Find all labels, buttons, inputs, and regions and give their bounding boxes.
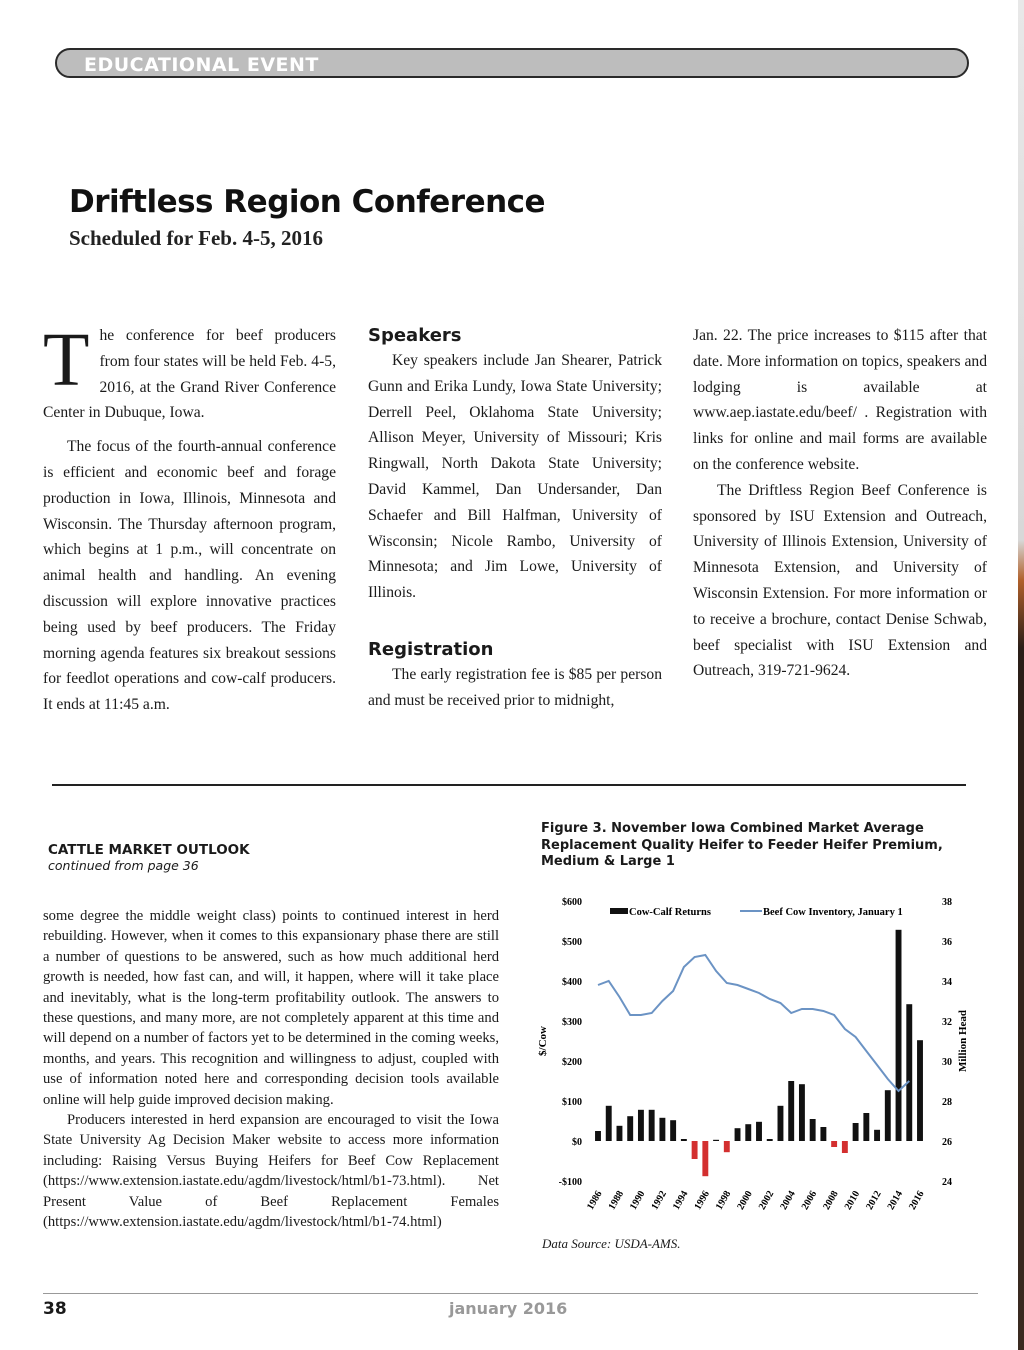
bar-1996 xyxy=(702,1141,708,1176)
outlook-header xyxy=(48,842,250,873)
x-tick-label: 1994 xyxy=(670,1189,691,1212)
figure-caption: Figure 3. November Iowa Combined Market Average Replacement Quality Heifer to Feeder Heifer Premium, Medium & Large 1 xyxy=(541,821,943,869)
bar-2008 xyxy=(831,1141,837,1147)
bar-2000 xyxy=(745,1124,751,1141)
y-tick-label: $600 xyxy=(562,897,582,908)
article-title: Driftless Region Conference xyxy=(69,184,546,220)
speakers-heading: Speakers xyxy=(368,325,462,346)
article-column-3 xyxy=(693,323,987,684)
outlook-continued: continued from page 36 xyxy=(48,858,199,873)
cattle-chart xyxy=(530,885,970,1240)
dropcap: T xyxy=(43,318,90,402)
x-tick-label: 1992 xyxy=(649,1189,669,1212)
y2-tick-label: 34 xyxy=(942,977,952,988)
bar-2010 xyxy=(853,1123,859,1141)
x-tick-label: 2004 xyxy=(778,1189,798,1212)
bar-2012 xyxy=(874,1130,880,1141)
bar-1986 xyxy=(595,1131,601,1141)
sponsor-paragraph: The Driftless Region Beef Conference is sponsored by ISU Extension and Outreach, University of Illinois Extension, University of Minnesota Extension, and University of Wisconsin Extension. For more information or to receive a brochure, contact Denise Schwab, beef specialist with ISU Extension and Outreach, 319-721-9624. xyxy=(693,481,987,680)
x-tick-label: 2000 xyxy=(735,1189,755,1212)
bar-2015 xyxy=(906,1004,912,1141)
section-banner xyxy=(55,48,969,78)
bar-1999 xyxy=(735,1128,741,1141)
outlook-paragraph-1: some degree the middle weight class) points to continued interest in herd rebuilding. However, when it comes to this expansionary phase there are still a number of questions to be answered, such as how much additional herd growth is needed, how fast can, and will, it happen, where will it take place and inevitably, what is the long-term profitability outlook. The answers to these questions, and many more, are not completely apparent at this time and will depend on a number of factors yet to be determined in the coming weeks, months, and years. This recognition and willingness to adjust, coupled with use of information noted here and corresponding decision tools available online will help guide improved decision making. xyxy=(43,908,499,1108)
y-tick-label: $100 xyxy=(562,1097,582,1108)
registration-heading: Registration xyxy=(368,638,494,660)
y2-tick-label: 24 xyxy=(942,1177,952,1188)
y-tick-label: $0 xyxy=(572,1137,582,1148)
legend-label-inventory: Beef Cow Inventory, January 1 xyxy=(763,907,903,918)
y2-tick-label: 38 xyxy=(942,897,952,908)
y2-tick-label: 32 xyxy=(942,1017,952,1028)
bar-2002 xyxy=(767,1139,773,1141)
article-column-1 xyxy=(43,318,336,718)
y-tick-label: $400 xyxy=(562,977,582,988)
bar-1992 xyxy=(659,1118,665,1141)
bar-2009 xyxy=(842,1141,848,1153)
bar-2001 xyxy=(756,1122,762,1141)
x-tick-label: 2012 xyxy=(864,1189,884,1212)
bar-2004 xyxy=(788,1081,794,1141)
bar-1989 xyxy=(627,1116,633,1141)
x-tick-label: 2008 xyxy=(821,1189,841,1212)
x-tick-label: 2016 xyxy=(907,1189,927,1212)
y2-tick-label: 28 xyxy=(942,1097,952,1108)
legend-label-returns: Cow-Calf Returns xyxy=(629,907,711,918)
x-tick-label: 2014 xyxy=(885,1189,906,1212)
registration-continued: Jan. 22. The price increases to $115 after that date. More information on topics, speakers and lodging is available at www.aep.iastate.edu/beef/ . Registration with links for online and mail forms are available on the conference website. xyxy=(693,327,987,473)
bar-2005 xyxy=(799,1084,805,1141)
bar-1987 xyxy=(606,1106,612,1141)
outlook-body xyxy=(43,906,499,1233)
article-subtitle: Scheduled for Feb. 4-5, 2016 xyxy=(69,226,323,250)
y-tick-label: -$100 xyxy=(558,1177,582,1188)
y-axis-label: $/Cow xyxy=(537,1026,549,1056)
intro-text: he conference for beef producers from four states will be held Feb. 4-5, 2016, at the Grand River Conference Center in Dubuque, Iowa. xyxy=(43,327,336,422)
bar-2016 xyxy=(917,1040,923,1141)
y2-tick-label: 36 xyxy=(942,937,952,948)
registration-paragraph: The early registration fee is $85 per person and must be received prior to midnight, xyxy=(368,665,662,709)
y-tick-label: $500 xyxy=(562,937,582,948)
bar-2006 xyxy=(810,1119,816,1141)
y2-axis-label: Million Head xyxy=(957,1009,969,1073)
bar-1988 xyxy=(617,1126,623,1141)
bar-2014 xyxy=(896,930,902,1141)
y2-tick-label: 26 xyxy=(942,1137,952,1148)
page-number: 38 xyxy=(43,1299,67,1319)
bar-2003 xyxy=(778,1106,784,1141)
x-tick-label: 2010 xyxy=(842,1189,863,1212)
bar-1997 xyxy=(713,1140,719,1141)
bar-1995 xyxy=(692,1141,698,1159)
bar-1994 xyxy=(681,1139,687,1141)
article-column-2 xyxy=(368,324,662,714)
bar-1993 xyxy=(670,1120,676,1141)
legend-swatch-returns xyxy=(610,908,628,914)
bar-2007 xyxy=(820,1127,826,1141)
footer-rule xyxy=(43,1293,978,1294)
outlook-paragraph-2: Producers interested in herd expansion are encouraged to visit the Iowa State University Ag Decision Maker website to access more information including: Raising Versus Buying Heifers for Beef Cow Replacement (https://www.extension.iastate.edu/agdm/livestock/html/b1-73.html). Net Present Value of Beef Replacement Females (https://www.extension.iastate.edu/agdm/livestock/html/b1-74.html) xyxy=(43,1112,499,1231)
x-tick-label: 1986 xyxy=(585,1189,605,1212)
outlook-heading: CATTLE MARKET OUTLOOK xyxy=(48,842,250,858)
section-divider xyxy=(52,784,966,786)
figure-source: Data Source: USDA-AMS. xyxy=(542,1236,681,1251)
x-tick-label: 2006 xyxy=(799,1189,820,1212)
x-tick-label: 1988 xyxy=(606,1189,627,1212)
banner-label: EDUCATIONAL EVENT xyxy=(84,54,319,76)
y-tick-label: $300 xyxy=(562,1017,582,1028)
bar-2013 xyxy=(885,1090,891,1141)
x-tick-label: 1998 xyxy=(713,1189,734,1212)
y2-tick-label: 30 xyxy=(942,1057,952,1068)
intro-paragraph xyxy=(43,318,336,426)
bar-2011 xyxy=(863,1113,869,1141)
bar-1998 xyxy=(724,1141,730,1152)
inventory-line xyxy=(598,955,909,1091)
bar-1990 xyxy=(638,1110,644,1141)
x-tick-label: 2002 xyxy=(756,1189,777,1212)
issue-date: january 2016 xyxy=(449,1299,568,1318)
focus-paragraph: The focus of the fourth-annual conference is efficient and economic beef and forage production in Iowa, Illinois, Minnesota and Wisconsin. The Thursday afternoon program, which begins at 1 p.m., will concentrate on animal health and handling. An evening discussion will explore innovative practices being used by beef producers. The Friday morning agenda features six breakout sessions for feedlot operations and cow-calf producers. It ends at 11:45 a.m. xyxy=(43,438,336,714)
y-tick-label: $200 xyxy=(562,1057,582,1068)
x-tick-label: 1990 xyxy=(628,1189,648,1212)
speakers-paragraph: Key speakers include Jan Shearer, Patrick Gunn and Erika Lundy, Iowa State University; Derrell Peel, Oklahoma State University; Allison Meyer, University of Missouri; Kris Ringwall, North Dakota State University; David Kammel, Dan Undersander, Dan Schaefer and Bill Halfman, University of Wisconsin; Nicole Rambo, University of Minnesota; and Jim Lowe, University of Illinois. xyxy=(368,352,662,602)
page-edge xyxy=(1018,0,1024,1350)
x-tick-label: 1996 xyxy=(692,1189,712,1212)
bar-1991 xyxy=(649,1110,655,1141)
